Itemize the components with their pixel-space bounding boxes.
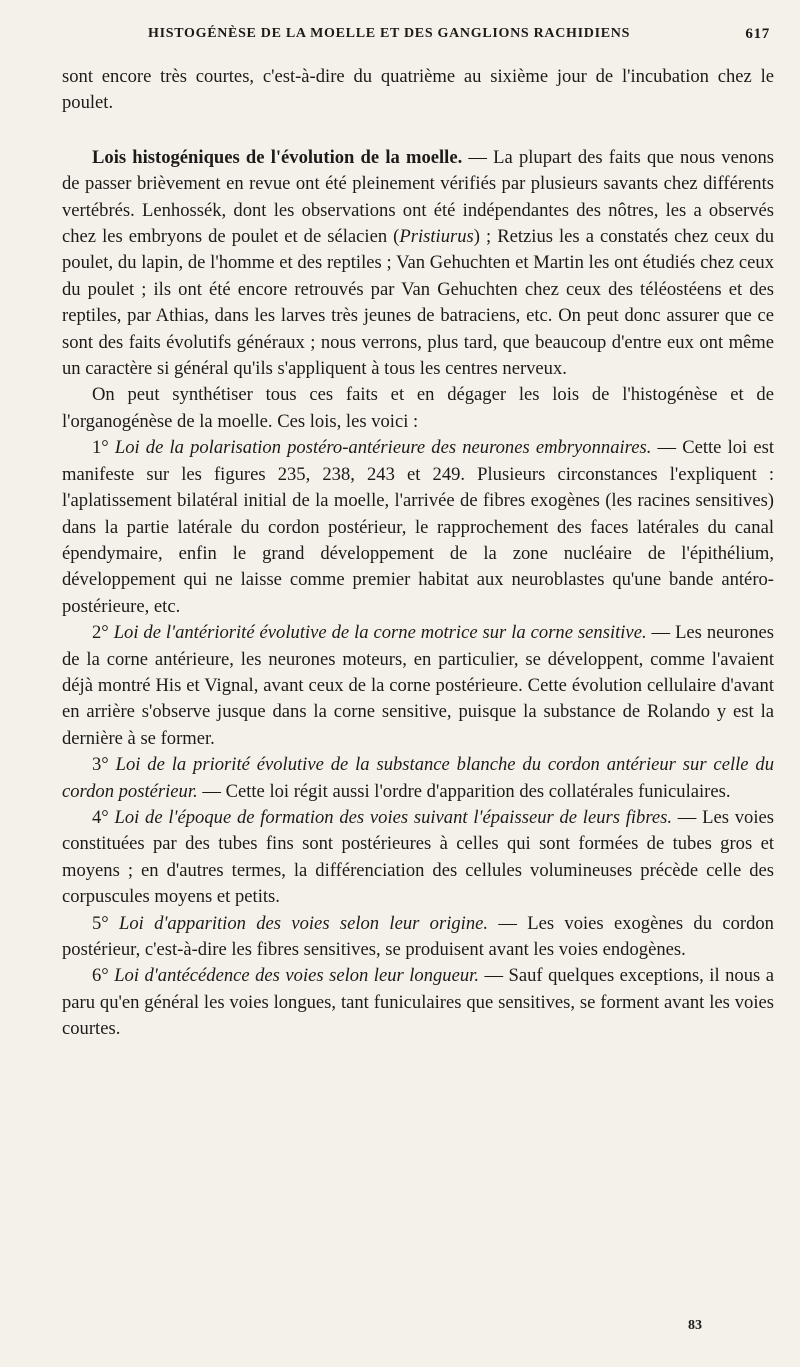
law-title: Loi d'apparition des voies selon leur origine.: [119, 912, 489, 934]
law-number: 5°: [92, 912, 109, 934]
law-2: 2° Loi de l'antériorité évolutive de la corne motrice sur la corne sensitive. — Les neurones de la corne antérieure, les neurones moteurs, en particulier, se développent, comme l'avaient déjà montré His et Vignal, avant ceux de la corne postérieure. Cette évolution cellulaire d'avant en arrière s'observe jusque dans la corne sensitive, puisque la substance de Rolando y est la dernière à se former.: [62, 622, 774, 749]
section-heading: Lois histogéniques de l'évolution de la moelle.: [92, 146, 463, 168]
running-title: HISTOGÉNÈSE DE LA MOELLE ET DES GANGLIONS RACHIDIENS: [148, 26, 631, 41]
paragraph-continuation: sont encore très courtes, c'est-à-dire du quatrième au sixième jour de l'incubation chez le poulet.: [62, 66, 774, 114]
law-number: 1°: [92, 437, 109, 459]
law-number: 3°: [92, 754, 109, 776]
taxon-name: Pristiurus: [399, 226, 474, 248]
law-3: 3° Loi de la priorité évolutive de la substance blanche du cordon antérieur sur celle du cordon postérieur. — Cette loi régit aussi l'ordre d'apparition des collatérales funiculaires.: [62, 754, 774, 802]
page-number: 617: [745, 26, 770, 42]
paragraph-section-intro: Lois histogéniques de l'évolution de la moelle. — La plupart des faits que nous venons de passer brièvement en revue ont été pleinement vérifiés par plusieurs savants chez différents vertébrés. Lenhossék, dont les observations ont été indépendantes des nôtres, les a observés chez les embryons de poulet et de sélacien (Pristiurus) ; Retzius les a constatés chez ceux du poulet, du lapin, de l'homme et des reptiles ; Van Gehuchten et Martin les ont étudiés chez ceux du poulet ; ils ont été encore retrouvés par Van Gehuchten chez ceux des téléostéens et des reptiles, par Athias, dans les larves très jeunes de batraciens, etc. On peut donc assurer que ce sont des faits évolutifs généraux ; nous verrons, plus tard, que beaucoup d'entre eux ont même un caractère si général qu'ils s'appliquent à tous les centres nerveux.: [62, 146, 774, 380]
law-6: 6° Loi d'antécédence des voies selon leur longueur. — Sauf quelques exceptions, il nous a paru qu'en général les voies longues, tant funiculaires que sensitives, se forment avant les voies courtes.: [62, 965, 774, 1040]
law-title: Loi d'antécédence des voies selon leur longueur.: [114, 965, 479, 987]
law-number: 4°: [92, 806, 109, 828]
law-number: 6°: [92, 965, 109, 987]
paragraph-synthesis: On peut synthétiser tous ces faits et en dégager les lois de l'histogénèse et de l'organogénèse de la moelle. Ces lois, les voici :: [62, 384, 774, 432]
running-head: [60, 26, 770, 48]
section-spacer: [62, 117, 774, 145]
signature-mark: 83: [688, 1318, 702, 1333]
law-4: 4° Loi de l'époque de formation des voies suivant l'épaisseur de leurs fibres. — Les voies constituées par des tubes fins sont postérieures à celles qui sont formées de tubes gros et moyens ; en d'autres termes, la différenciation des cellules volumineuses précède celle des corpuscules moyens et petits.: [62, 806, 774, 908]
law-title: Loi de l'antériorité évolutive de la corne motrice sur la corne sensitive.: [113, 622, 647, 644]
law-title: Loi de la polarisation postéro-antérieure des neurones embryonnaires.: [114, 437, 652, 459]
law-title: Loi de l'époque de formation des voies suivant l'épaisseur de leurs fibres.: [114, 806, 673, 828]
law-title: Loi de la priorité évolutive de la substance blanche du cordon antérieur sur celle du cordon postérieur.: [62, 754, 774, 802]
body-text: [62, 64, 774, 1043]
law-1: 1° Loi de la polarisation postéro-antérieure des neurones embryonnaires. — Cette loi est manifeste sur les figures 235, 238, 243 et 249. Plusieurs circonstances l'expliquent : l'aplatissement bilatéral initial de la moelle, l'arrivée de fibres exogènes (les racines sensitives) dans la partie latérale du cordon postérieur, le rapprochement des faces latérales du canal épendymaire, enfin le grand développement de la zone nucléaire de l'épithélium, développement qui ne laisse comme premier habitat aux neuroblastes qu'une bande antéro-postérieure, etc.: [62, 437, 774, 617]
law-number: 2°: [92, 622, 109, 644]
law-5: 5° Loi d'apparition des voies selon leur origine. — Les voies exogènes du cordon postérieur, c'est-à-dire les fibres sensitives, se produisent avant les voies endogènes.: [62, 912, 774, 960]
